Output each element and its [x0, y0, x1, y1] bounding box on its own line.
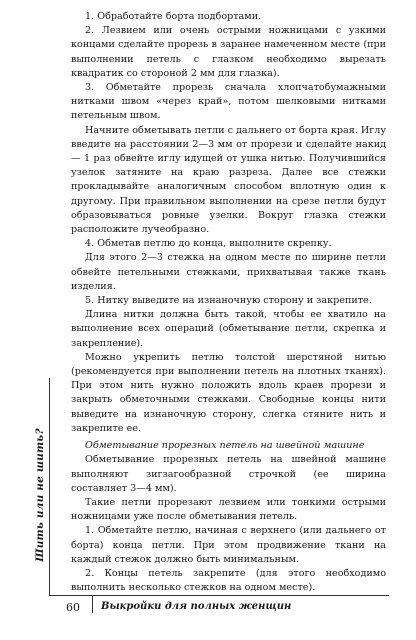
paragraph: Длина нитки должна быть такой, чтобы ее хватило на выполнение всех операций (обметывание петли, скрепка и закрепление).	[71, 309, 386, 349]
paragraph: 3. Обметайте прорезь сначала хлопчатобумажными нитками швом «через край», потом шелковыми нитками петельным швом.	[71, 82, 386, 122]
paragraph: 1. Обметайте петлю, начиная с верхнего (или дальнего от борта) конца петли. При этом продвижение ткани на каждый стежок должно быть минимальным.	[71, 525, 386, 565]
paragraph: Такие петли прорезают лезвием или тонкими острыми ножницами уже после обметывания петель.	[71, 496, 386, 523]
paragraph: Можно укрепить петлю толстой шерстяной нитью (рекомендуется при выполнении петель на плотных тканях). При этом нить нужно положить вдоль краев прорези и закрыть обметочными стежками. Свободные концы нити выведите на изнаночную сторону, слегка стяните нить и закрепите ее.	[71, 351, 386, 434]
paragraph: Для этого 2—3 стежка на одном месте по ширине петли обвейте петельными стежками, прихватывая также ткань изделия.	[71, 252, 386, 292]
page-number: 60	[66, 601, 80, 614]
side-running-title: Шить или не шить?	[34, 428, 46, 562]
paragraph: Начните обметывать петли с дальнего от борта края. Иглу введите на расстоянии 2—3 мм от прорези и сделайте накид — 1 раз обвейте иглу идущей от ушка нитью. Получившийся узелок затяните на краю разреза. Далее все стежки прокладывайте аналогичным способом вплотную один к другому. При правильном выполнении на срезе петли будут образовываться ровные узелки. Вокруг глазка стежки расположите лучеобразно.	[71, 124, 386, 236]
paragraph: 2. Лезвием или очень острыми ножницами с узкими концами сделайте прорезь в заранее намеченном месте (при выполнении петель с глазком необходимо вырезать квадратик со стороной 2 мм для глазка).	[71, 25, 386, 79]
body-text	[71, 10, 386, 595]
section-subheading: Обметывание прорезных петель на швейной машине	[85, 440, 365, 452]
footer-divider	[92, 595, 93, 613]
paragraph: 4. Обметав петлю до конца, выполните скрепку.	[85, 238, 332, 250]
paragraph: 5. Нитку выведите на изнаночную сторону и закрепите.	[85, 295, 372, 307]
paragraph: Обметывание прорезных петель на швейной машине выполняют зигзагообразной строчкой (ее ширина составляет 3—4 мм).	[71, 454, 386, 494]
paragraph: 2. Концы петель закрепите (для этого необходимо выполнить несколько стежков на одном месте).	[71, 567, 386, 594]
running-footer: Выкройки для полных женщин	[101, 601, 292, 612]
paragraph: 1. Обработайте борта подбортами.	[85, 11, 262, 22]
side-rule	[49, 378, 50, 595]
footer-rule	[49, 595, 389, 596]
